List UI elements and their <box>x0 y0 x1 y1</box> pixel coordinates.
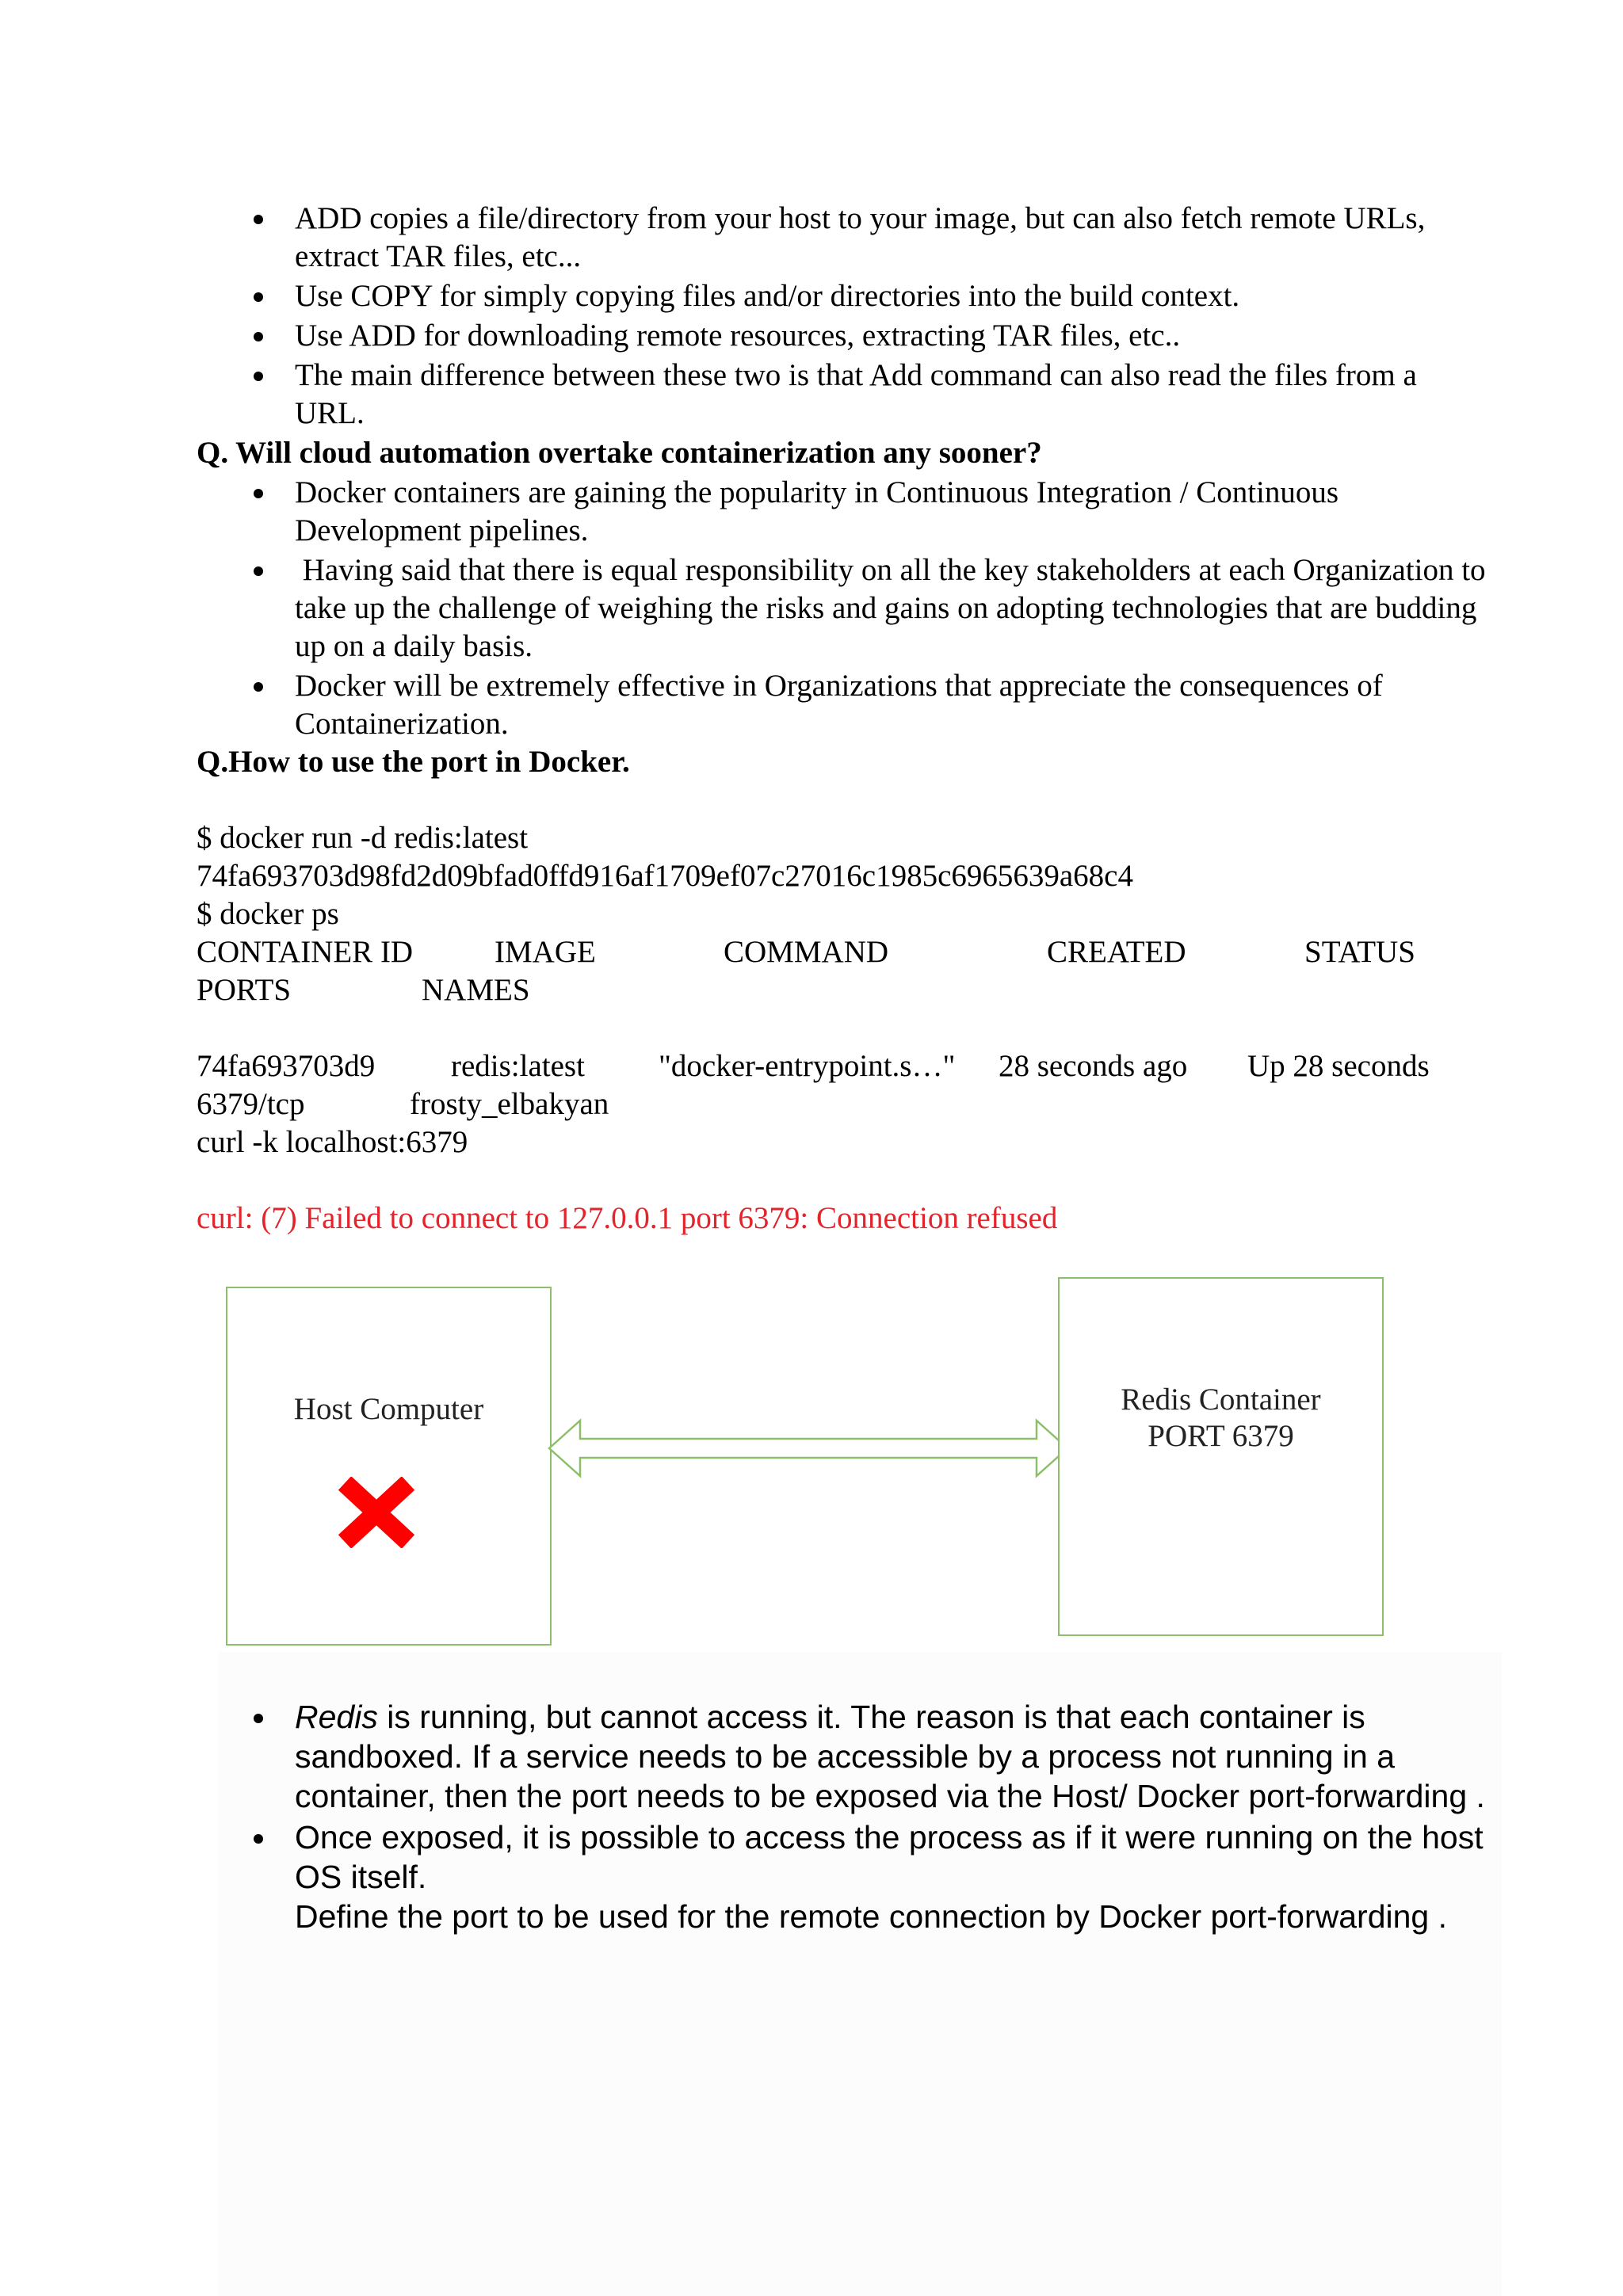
header-names: NAMES <box>422 973 530 1007</box>
list-item <box>295 1817 1491 1936</box>
container-hash: 74fa693703d98fd2d09bfad0ffd916af1709ef07c27016c1985c6965639a68c4 <box>197 859 1133 893</box>
host-computer-label: Host Computer <box>293 1392 484 1426</box>
list-item: ADD copies a file/directory from your host to your image, but can also fetch remote URLs, extract TAR files, etc... <box>295 200 1491 276</box>
header-image: IMAGE <box>495 935 596 969</box>
explanation-text: is running, but cannot access it. The reason is that each container is sandboxed. If a service needs to be accessible by a process not running in a container, then the port needs to be exposed via the Host/ Docker port-forwarding . <box>295 1699 1485 1814</box>
cloud-bullet-list <box>295 474 1494 743</box>
question-heading-cloud: Q. Will cloud automation overtake containerization any sooner? <box>197 436 1042 470</box>
header-status: STATUS <box>1304 935 1415 969</box>
explanation-bullet-list <box>295 1697 1491 1938</box>
curl-command: curl -k localhost:6379 <box>197 1125 468 1159</box>
row-image: redis:latest <box>451 1049 585 1083</box>
host-computer-box <box>226 1287 552 1646</box>
docker-ps-command: $ docker ps <box>197 897 339 931</box>
header-command: COMMAND <box>724 935 889 969</box>
list-item: Use ADD for downloading remote resources, extracting TAR files, etc.. <box>295 317 1491 355</box>
list-item: Docker will be extremely effective in Organizations that appreciate the consequences of Containerization. <box>295 667 1491 743</box>
header-container-id: CONTAINER ID <box>197 935 414 969</box>
list-item: Use COPY for simply copying files and/or directories into the build context. <box>295 277 1491 315</box>
list-item: Docker containers are gaining the popularity in Continuous Integration / Continuous Development pipelines. <box>295 474 1491 550</box>
list-item: Having said that there is equal responsibility on all the key stakeholders at each Organization to take up the challenge of weighing the risks and gains on adopting technologies that are budding up on a daily basis. <box>295 551 1491 666</box>
row-status: Up 28 seconds <box>1247 1049 1430 1083</box>
explanation-text: Once exposed, it is possible to access the process as if it were running on the host OS itself. <box>295 1819 1484 1895</box>
row-ports: 6379/tcp <box>197 1087 305 1121</box>
docker-run-command: $ docker run -d redis:latest <box>197 821 529 855</box>
red-x-icon <box>330 1477 422 1548</box>
explanation-text: Define the port to be used for the remote connection by Docker port-forwarding . <box>295 1898 1447 1935</box>
list-item <box>295 1697 1491 1816</box>
row-created: 28 seconds ago <box>999 1049 1188 1083</box>
redis-container-box <box>1058 1277 1384 1636</box>
bidirectional-arrow <box>547 1417 1070 1480</box>
redis-italic-word: Redis <box>295 1699 378 1735</box>
redis-port-label: PORT 6379 <box>1148 1419 1294 1453</box>
add-copy-bullet-list <box>295 200 1491 434</box>
header-ports: PORTS <box>197 973 292 1007</box>
question-heading-port: Q.How to use the port in Docker. <box>197 745 630 779</box>
redis-container-label: Redis Container <box>1121 1383 1321 1417</box>
row-container-id: 74fa693703d9 <box>197 1049 376 1083</box>
row-command: "docker-entrypoint.s…" <box>659 1049 956 1083</box>
list-item: The main difference between these two is that Add command can also read the files from a URL. <box>295 357 1491 433</box>
header-created: CREATED <box>1047 935 1186 969</box>
row-names: frosty_elbakyan <box>410 1087 609 1121</box>
curl-error-message: curl: (7) Failed to connect to 127.0.0.1 port 6379: Connection refused <box>197 1201 1058 1235</box>
